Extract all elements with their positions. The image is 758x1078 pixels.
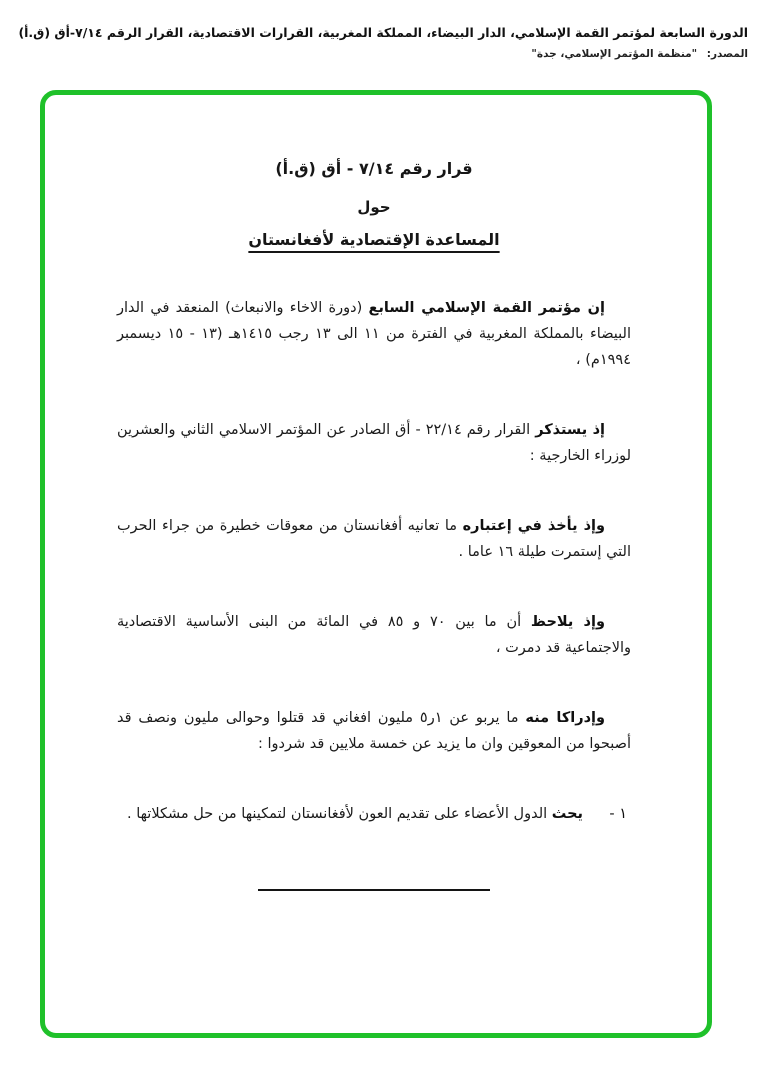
operative-item-1-body <box>127 801 583 827</box>
header-source-label: المصدر: <box>706 47 748 60</box>
paragraph-taking-into-account <box>117 513 631 565</box>
paragraph-aware-text: ما يربو عن ١ر٥ مليون افغاني قد قتلوا وحوالى مليون ونصف قد أصبحوا من المعوقين وان ما يزيد عن خمسة ملايين قد شردوا : <box>117 710 631 752</box>
paragraph-aware <box>117 705 631 757</box>
operative-item-1-lead: يحث <box>551 806 583 822</box>
paragraph-noting-text: أن ما بين ٧٠ و ٨٥ في المائة من البنى الأساسية الاقتصادية والاجتماعية قد دمرت ، <box>117 614 631 656</box>
header-citation: الدورة السابعة لمؤتمر القمة الإسلامي، الدار البيضاء، المملكة المغربية، القرارات الاقتصادية، القرار الرقم ٧/١٤-أق (ق.أ) <box>18 25 748 40</box>
operative-item-1-number: ١ - <box>609 806 627 822</box>
paragraph-preamble-lead: إن مؤتمر القمة الإسلامي السابع <box>368 300 606 316</box>
document-header <box>10 24 748 60</box>
footer-rule <box>258 889 490 891</box>
paragraph-preamble <box>117 295 631 373</box>
paragraph-recalling-lead: إذ يستذكر <box>535 422 605 438</box>
resolution-subject-title: المساعدة الإقتصادية لأفغانستان <box>248 230 500 249</box>
paragraph-aware-lead: وإدراكا منه <box>525 710 606 726</box>
paragraph-noting <box>117 609 631 661</box>
paragraph-preamble-text: (دورة الاخاء والانبعاث) المنعقد في الدار البيضاء بالمملكة المغربية في الفترة من ١١ الى ١٣ رجب ١٤١٥هـ (١٣ - ١٥ ديسمبر ١٩٩٤م) ، <box>117 300 632 368</box>
paragraph-noting-lead: وإذ يلاحظ <box>530 614 605 630</box>
header-source-value: "منظمة المؤتمر الإسلامي، جدة" <box>531 47 698 60</box>
paragraph-recalling <box>117 417 631 469</box>
paragraph-recalling-text: القرار رقم ٢٢/١٤ - أق الصادر عن المؤتمر الاسلامي الثاني والعشرين لوزراء الخارجية : <box>117 422 631 464</box>
paragraph-taking-into-account-lead: وإذ يأخذ في إعتباره <box>462 518 605 534</box>
header-source <box>10 48 748 60</box>
resolution-number-title: قرار رقم ٧/١٤ - أق (ق.أ) <box>275 159 473 178</box>
operative-item-1 <box>117 801 627 827</box>
operative-item-1-text: الدول الأعضاء على تقديم العون لأفغانستان لتمكينها من حل مشكلاتها . <box>126 806 548 822</box>
title-about-word: حول <box>357 198 391 216</box>
document-body <box>45 95 707 891</box>
paragraph-taking-into-account-text: ما تعانيه أفغانستان من معوقات خطيرة من جراء الحرب التي إستمرت طيلة ١٦ عاما . <box>117 518 631 560</box>
green-border-frame <box>40 90 712 1038</box>
